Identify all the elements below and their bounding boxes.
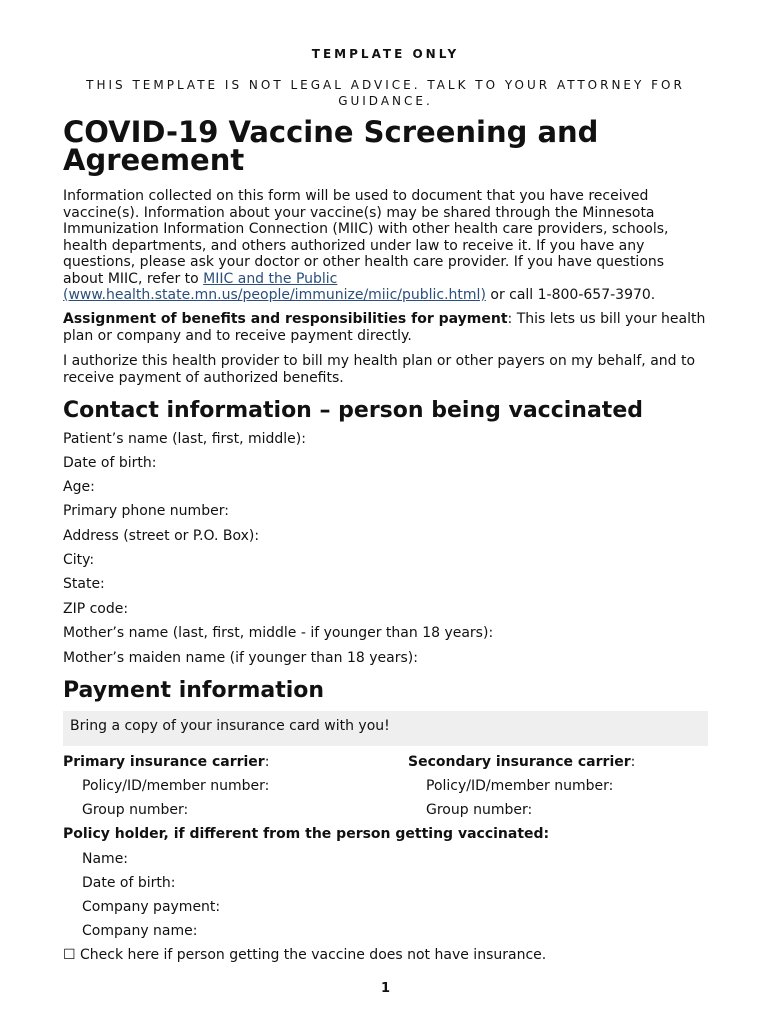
authorize-paragraph: I authorize this health provider to bill my health plan or other payers on my behalf, and to receive payment of authorized benefits. (63, 353, 696, 386)
mother-maiden-name-field: Mother’s maiden name (if younger than 18 years): (63, 650, 418, 666)
primary-carrier-label: Primary insurance carrier (63, 754, 265, 770)
primary-group-number-field: Group number: (82, 802, 189, 818)
holder-name-field: Name: (82, 851, 129, 867)
phone-field: Primary phone number: (63, 503, 229, 519)
address-field: Address (street or P.O. Box): (63, 528, 260, 544)
primary-carrier-field (63, 753, 269, 771)
assignment-paragraph (63, 311, 708, 344)
miic-public-link[interactable]: MIIC and the Public (www.health.state.mn.us/people/immunize/miic/public.html) (63, 270, 486, 303)
age-field: Age: (63, 479, 95, 495)
mother-name-field: Mother’s name (last, first, middle - if younger than 18 years): (63, 625, 494, 641)
insurance-card-notice (63, 711, 708, 746)
date-of-birth-field: Date of birth: (63, 455, 157, 471)
colon: : (264, 754, 270, 770)
zip-field: ZIP code: (63, 601, 129, 617)
intro-text: Information collected on this form will be used to document that you have received vaccine(s). Information about your vaccine(s) may be shared through the Minnesota Immunization Information Connection (MIIC) with other health care providers, schools, health departments, and others authorized under law to receive it. If you have any questions, please ask your doctor or other health care provider. If you have questions about MIIC, refer to (63, 188, 669, 287)
secondary-group-number-field: Group number: (426, 802, 533, 818)
city-field: City: (63, 552, 95, 568)
policy-holder-heading: Policy holder, if different from the person getting vaccinated: (63, 826, 550, 842)
company-name-field: Company name: (82, 923, 198, 939)
notice-text: Bring a copy of your insurance card with you! (70, 718, 390, 734)
company-payment-field: Company payment: (82, 899, 221, 915)
state-field: State: (63, 576, 105, 592)
colon: : (630, 754, 636, 770)
intro-text-after: or call 1-800-657-3970. (485, 287, 656, 303)
secondary-carrier-field (408, 753, 635, 771)
template-header: TEMPLATE ONLY (311, 47, 460, 61)
holder-dob-field: Date of birth: (82, 875, 176, 891)
page-title: COVID-19 Vaccine Screening and Agreement (63, 115, 599, 177)
assignment-label: Assignment of benefits and responsibilities for payment (63, 311, 508, 327)
no-insurance-checkbox[interactable]: ☐ Check here if person getting the vaccine does not have insurance. (63, 947, 547, 963)
secondary-carrier-label: Secondary insurance carrier (408, 754, 631, 770)
template-note: THIS TEMPLATE IS NOT LEGAL ADVICE. TALK TO YOUR ATTORNEY FOR GUIDANCE. (86, 78, 685, 108)
primary-policy-id-field: Policy/ID/member number: (82, 778, 270, 794)
contact-heading: Contact information – person being vaccinated (63, 398, 643, 423)
page-number: 1 (380, 981, 391, 996)
patient-name-field: Patient’s name (last, first, middle): (63, 431, 306, 447)
secondary-policy-id-field: Policy/ID/member number: (426, 778, 614, 794)
assignment-text: : This lets us bill your health plan or company and to receive payment directly. (63, 311, 706, 344)
payment-heading: Payment information (63, 678, 325, 703)
intro-paragraph (63, 188, 708, 304)
